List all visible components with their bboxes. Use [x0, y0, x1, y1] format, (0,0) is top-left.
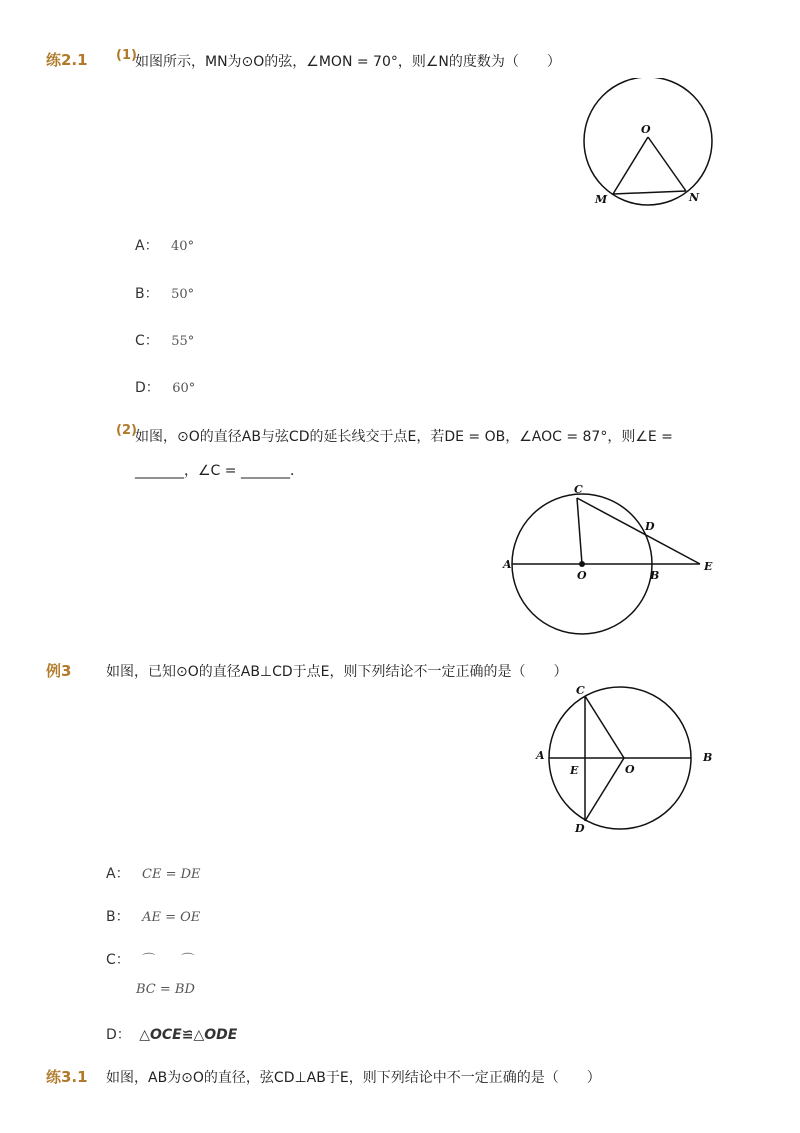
option-b[interactable]: [135, 283, 194, 303]
option-c-label: C：: [135, 333, 159, 349]
label-a: A: [503, 558, 512, 571]
exercise-tag-2-1: 练2.1: [46, 51, 88, 69]
question-2-line1: 如图，⊙O的直径AB与弦CD的延长线交于点E，若DE = OB，∠AOC = 87°，则∠E =: [135, 429, 673, 445]
option-a-value: 40°: [171, 239, 195, 254]
option-c-label: C：: [106, 952, 130, 968]
option-d-label: D：: [135, 380, 160, 396]
label-b: B: [650, 569, 660, 582]
label-o: O: [577, 569, 587, 582]
ex3-option-d[interactable]: [106, 1024, 237, 1044]
label-b: B: [703, 751, 713, 764]
label-a: A: [536, 749, 545, 762]
option-a-label: A：: [135, 238, 159, 254]
label-c: C: [576, 684, 585, 697]
option-d-label: D：: [106, 1027, 131, 1043]
option-a-value: CE = DE: [142, 867, 201, 882]
label-m: M: [595, 193, 608, 206]
figure-circle-omn: [578, 78, 718, 210]
ex3-option-b[interactable]: [106, 906, 200, 926]
question-2-line2: _______，∠C = _______．: [135, 463, 304, 479]
arc-marks: ⌒ ⌒: [142, 953, 195, 968]
label-e: E: [570, 764, 579, 777]
question-1-text: 如图所示，MN为⊙O的弦，∠MON = 70°，则∠N的度数为（ ）: [135, 54, 561, 70]
option-b-value: AE = OE: [142, 910, 201, 925]
option-d-value: 60°: [172, 381, 196, 396]
label-d: D: [575, 822, 585, 835]
example-tag-3: 例3: [46, 662, 72, 680]
example-3-question: 如图，已知⊙O的直径AB⊥CD于点E，则下列结论不一定正确的是（ ）: [106, 664, 568, 680]
option-a[interactable]: [135, 235, 194, 255]
label-d: D: [645, 520, 655, 533]
option-d[interactable]: [135, 377, 195, 397]
label-c: C: [574, 483, 583, 496]
option-b-label: B：: [135, 286, 159, 302]
label-o: O: [641, 123, 651, 136]
figure-circle-perpendicular: [530, 680, 720, 840]
ex3-option-c[interactable]: [106, 949, 194, 969]
option-a-label: A：: [106, 866, 130, 882]
exercise-tag-3-1: 练3.1: [46, 1068, 88, 1086]
ex3-option-c-value: BC = BD: [136, 982, 195, 997]
option-c[interactable]: [135, 330, 194, 350]
option-b-value: 50°: [171, 287, 195, 302]
circle: [584, 78, 712, 205]
option-c-value: 55°: [171, 334, 195, 349]
label-n: N: [689, 191, 700, 204]
label-o: O: [625, 763, 635, 776]
option-d-value: △OCE≌△ODE: [139, 1027, 238, 1043]
label-e: E: [704, 560, 713, 573]
subquestion-number-1: (1): [116, 48, 137, 63]
ex3-option-a[interactable]: [106, 863, 201, 883]
exercise-3-1-question: 如图，AB为⊙O的直径，弦CD⊥AB于E，则下列结论中不一定正确的是（ ）: [106, 1070, 601, 1086]
option-b-label: B：: [106, 909, 130, 925]
figure-circle-secant: [500, 478, 720, 638]
subquestion-number-2: (2): [116, 423, 137, 438]
